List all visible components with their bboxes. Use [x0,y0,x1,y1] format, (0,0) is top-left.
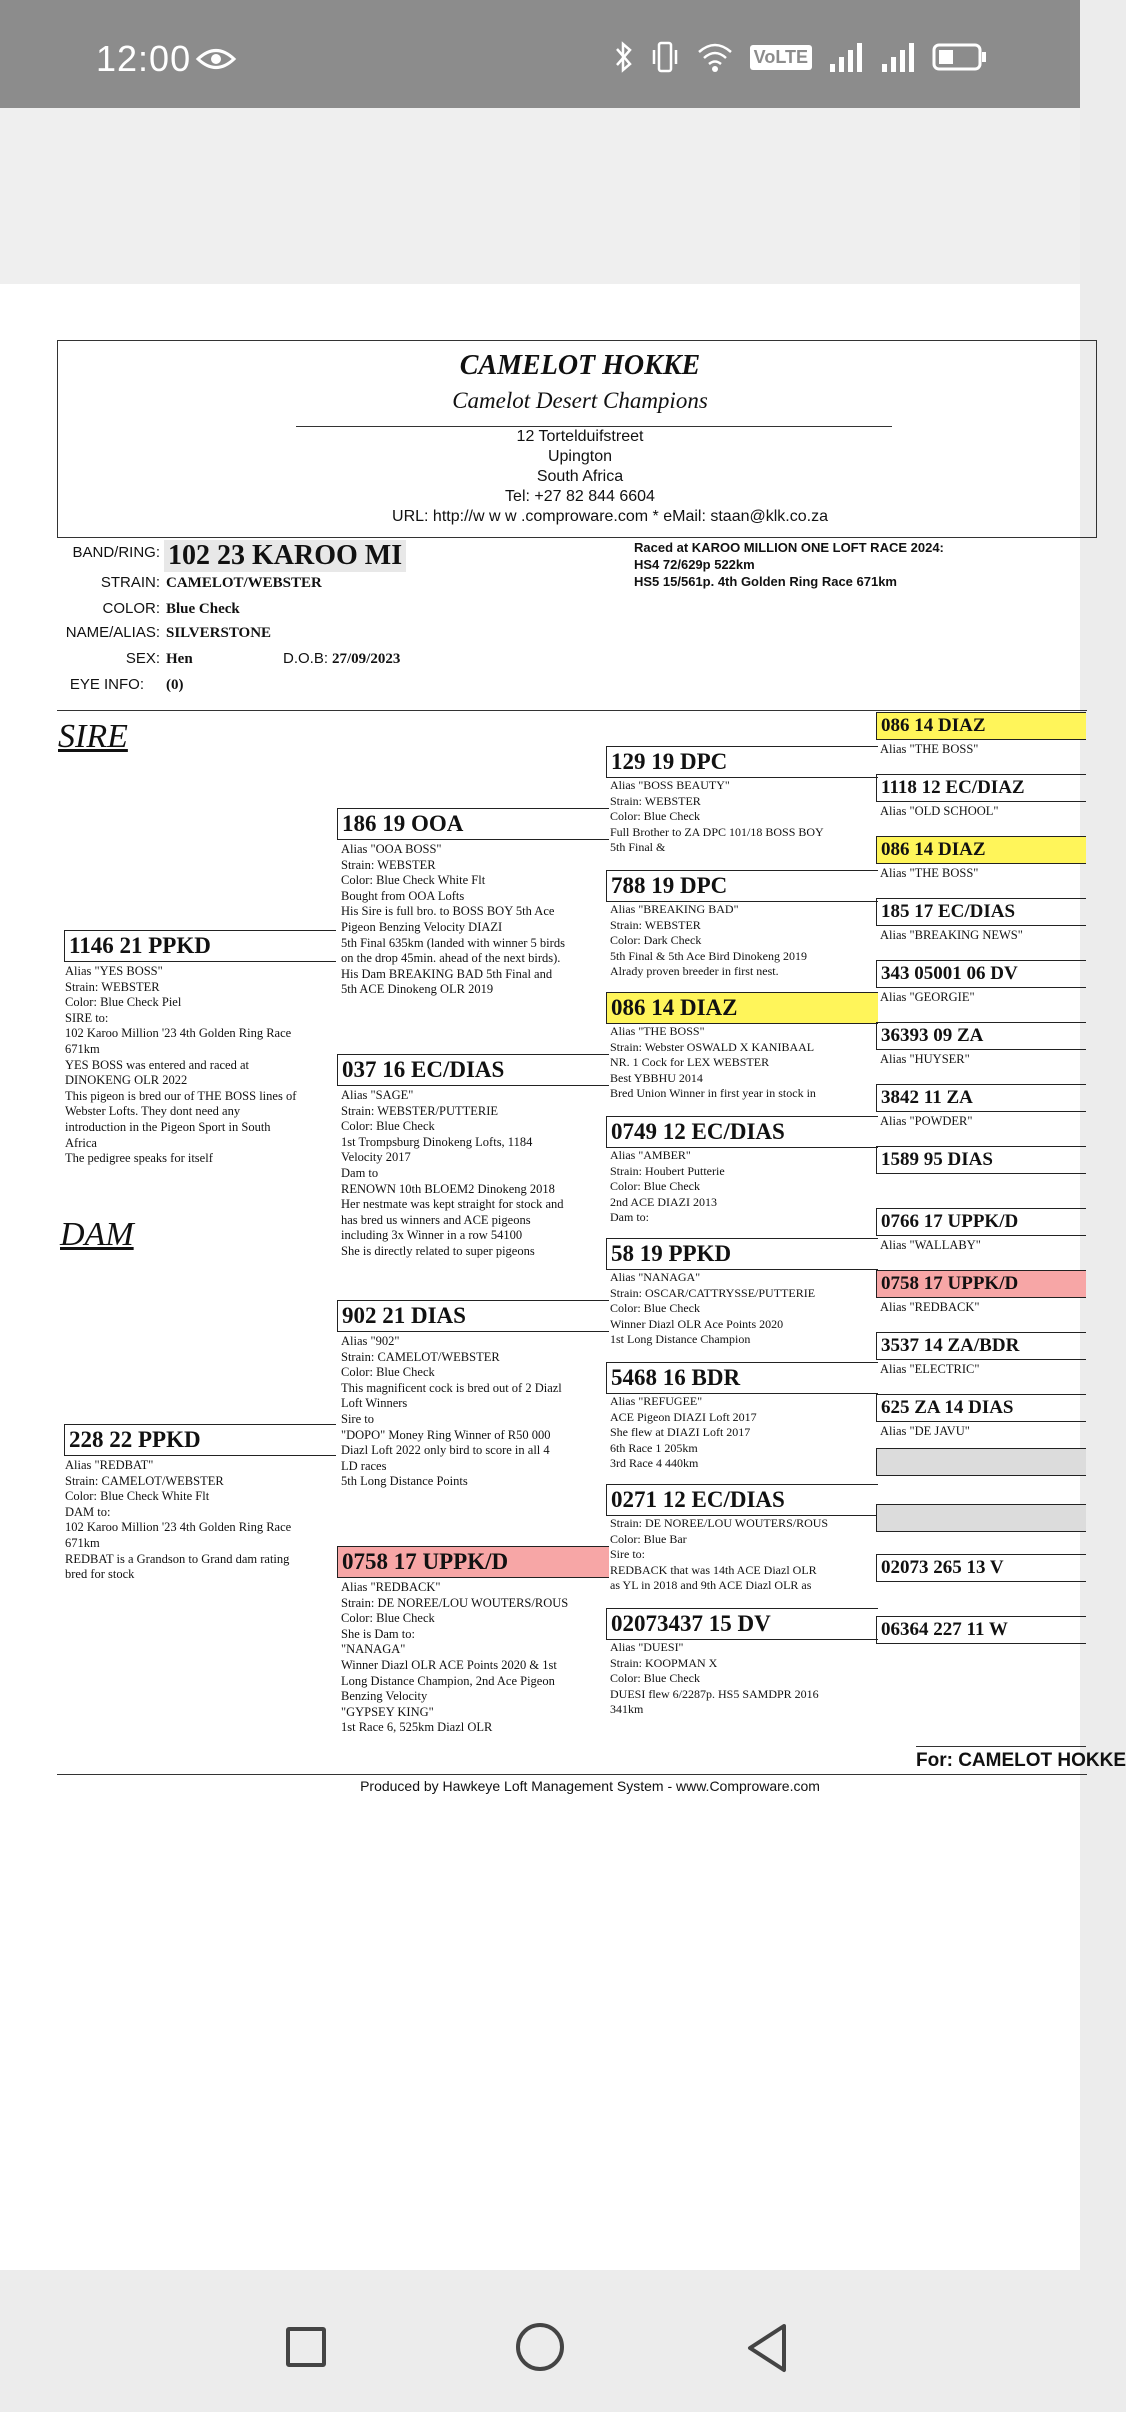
volte-badge: VoLTE [750,45,812,70]
gen4-box[interactable] [876,898,1086,926]
gen4-box[interactable] [876,1394,1086,1422]
gen4-box[interactable] [876,1616,1086,1644]
gen4-ring: 02073 265 13 V [881,1557,1004,1578]
eye-value: (0) [166,677,184,693]
gen2-box[interactable] [337,1300,609,1332]
gen3-notes: Strain: DE NOREE/LOU WOUTERS/ROUS Color: Blue Bar Sire to: REDBACK that was 14th ACE Diazl OLR as YL in 2018 and 9th ACE Diazl OLR as [610,1516,829,1593]
sex-value: Hen [166,651,193,667]
gen4-alias: Alias "THE BOSS" [880,866,979,880]
gen3-ring: 0271 12 EC/DIAS [611,1487,785,1512]
gen4-ring: 086 14 DIAZ [881,715,986,736]
loft-title: CAMELOT HOKKE [459,350,701,381]
pedigree-document[interactable] [0,284,1126,2270]
gen3-ring: 129 19 DPC [611,749,728,774]
gen2-notes: Alias "SAGE" Strain: WEBSTER/PUTTERIE Color: Blue Check 1st Trompsburg Dinokeng Lofts, 1184 Velocity 2017 Dam to RENOWN 10th BLOEM2 Dinokeng 2018 Her nestmate was kept straight for stock and has bred us winners and ACE pigeons including 3x Winner in a row 54100 She is directly related to super pigeons [341,1088,564,1258]
signal-icon-2 [880,40,916,74]
gen4-ring: 1589 95 DIAS [881,1149,993,1170]
gen4-ring: 3537 14 ZA/BDR [881,1335,1020,1356]
gen3-box[interactable] [606,1608,878,1640]
gen3-notes: Alias "NANAGA" Strain: OSCAR/CATTRYSSE/PUTTERIE Color: Blue Check Winner Diazl OLR Ace Points 2020 1st Long Distance Champion [610,1270,816,1347]
signal-icon [828,40,864,74]
gen4-ring: 36393 09 ZA [881,1025,984,1046]
dam-heading: DAM [60,1216,134,1253]
dob-value: 27/09/2023 [332,651,401,667]
gen4-alias: Alias "HUYSER" [880,1052,970,1066]
address-tel: Tel: +27 82 844 6604 [505,488,655,505]
gen3-notes: Alias "AMBER" Strain: Houbert Putterie Color: Blue Check 2nd ACE DIAZI 2013 Dam to: [610,1148,725,1225]
gen4-alias: Alias "REDBACK" [880,1300,980,1314]
gen2-ring: 037 16 EC/DIAS [342,1057,505,1082]
dam-ring: 228 22 PPKD [69,1427,201,1452]
address-street: 12 Tortelduifstreet [516,428,644,445]
gen3-ring: 58 19 PPKD [611,1241,732,1266]
gen3-ring: 5468 16 BDR [611,1365,741,1390]
gen4-box[interactable] [876,1208,1086,1236]
gen2-box[interactable] [337,1054,609,1086]
gen4-ring: 343 05001 06 DV [881,963,1018,984]
gen2-ring: 902 21 DIAS [342,1303,466,1328]
dam-ring-box[interactable] [64,1424,336,1456]
gen3-box[interactable] [606,1362,878,1394]
wifi-icon [696,40,734,74]
home-button[interactable] [516,2323,564,2371]
gen2-ring: 186 19 OOA [342,811,464,836]
gen3-box[interactable] [606,870,878,902]
gen4-box[interactable] [876,1084,1086,1112]
gen3-ring: 02073437 15 DV [611,1611,771,1636]
owner-line: For: CAMELOT HOKKE [916,1750,1126,1771]
gen3-notes: Alias "DUESI" Strain: KOOPMAN X Color: Blue Check DUESI flew 6/2287p. HS5 SAMDPR 2016 341km [610,1640,819,1717]
battery-icon [932,40,988,74]
gen4-alias: Alias "DE JAVU" [880,1424,970,1438]
sire-ring-box[interactable] [64,930,336,962]
gen4-ring: 3842 11 ZA [881,1087,973,1108]
viewer-margin [0,108,1080,284]
sire-heading: SIRE [58,718,128,755]
loft-subtitle: Camelot Desert Champions [452,388,708,413]
header-rule [296,426,892,427]
gen2-notes: Alias "REDBACK" Strain: DE NOREE/LOU WOUTERS/ROUS Color: Blue Check She is Dam to: "NANAGA" Winner Diazl OLR ACE Points 2020 & 1st Long Distance Champion, 2nd Ace Pigeon Benzing Velocity "GYPSEY KING" 1st Race 6, 525km Diazl OLR [341,1580,569,1735]
name-label: NAME/ALIAS: [65,624,160,641]
gen4-box-empty[interactable] [876,1504,1086,1532]
gen4-ring: 1118 12 EC/DIAZ [881,777,1025,798]
strain-value: CAMELOT/WEBSTER [166,575,322,591]
gen4-ring: 0766 17 UPPK/D [881,1211,1019,1232]
band-value: 102 23 KAROO MI [164,540,406,572]
gen3-ring: 0749 12 EC/DIAS [611,1119,785,1144]
color-label: COLOR: [102,600,160,617]
gen4-box[interactable] [876,1554,1086,1582]
gen4-box[interactable] [876,774,1086,802]
strain-label: STRAIN: [100,574,160,591]
gen4-alias: Alias "ELECTRIC" [880,1362,980,1376]
sire-ring: 1146 21 PPKD [69,933,211,958]
gen2-box-highlighted[interactable] [337,1546,609,1578]
gen4-ring: 06364 227 11 W [881,1619,1008,1640]
gen4-box[interactable] [876,1332,1086,1360]
status-icons [614,40,988,74]
for-rule [916,1746,1086,1747]
gen4-alias: Alias "GEORGIE" [880,990,975,1004]
gen2-notes: Alias "OOA BOSS" Strain: WEBSTER Color: Blue Check White Flt Bought from OOA Lofts His Sire is full bro. to BOSS BOY 5th Ace Pigeon Benzing Velocity DIAZI 5th Final 635km (landed with winner 5 birds on the drop 45min. ahead of the next birds). His Dam BREAKING BAD 5th Final and 5th ACE Dinokeng OLR 2019 [341,842,565,997]
gen3-notes: Alias "REFUGEE" ACE Pigeon DIAZI Loft 2017 She flew at DIAZI Loft 2017 6th Race 1 205km 3rd Race 4 440km [610,1394,757,1471]
name-value: SILVERSTONE [166,625,272,641]
gen3-box[interactable] [606,746,878,778]
vibrate-icon [650,40,680,74]
race-result-2: HS5 15/561p. 4th Golden Ring Race 671km [634,574,897,589]
back-button[interactable] [744,2322,790,2374]
gen4-alias: Alias "THE BOSS" [880,742,979,756]
gen4-alias: Alias "OLD SCHOOL" [880,804,999,818]
gen3-ring: 086 14 DIAZ [611,995,738,1020]
dam-notes: Alias "REDBAT" Strain: CAMELOT/WEBSTER Color: Blue Check White Flt DAM to: 102 Karoo Million '23 4th Golden Ring Race 671km REDBAT is a Grandson to Grand dam rating bred for stock [65,1458,292,1582]
gen3-box[interactable] [606,1484,878,1516]
gen4-alias: Alias "POWDER" [880,1114,973,1128]
gen4-ring: 086 14 DIAZ [881,839,986,860]
produced-by: Produced by Hawkeye Loft Management System - www.Comproware.com [360,1778,820,1794]
gen4-box-highlighted[interactable] [876,836,1086,864]
gen3-box[interactable] [606,1238,878,1270]
gen4-box-empty[interactable] [876,1448,1086,1476]
gen2-box[interactable] [337,808,609,840]
gen4-alias [880,1176,1084,1194]
footer-divider [57,1774,1087,1775]
gen4-alias: Alias "WALLABY" [880,1238,981,1252]
eye-icon [196,46,236,77]
address-town: Upington [547,448,613,465]
gen2-notes: Alias "902" Strain: CAMELOT/WEBSTER Color: Blue Check This magnificent cock is bred out of 2 Diazl Loft Winners Sire to "DOPO" Money Ring Winner of R50 000 Diazl Loft 2022 only bird to score in all 4 LD races 5th Long Distance Points [341,1334,562,1489]
gen3-ring: 788 19 DPC [611,873,728,898]
gen2-ring: 0758 17 UPPK/D [342,1549,509,1574]
gen4-box-highlighted[interactable] [876,1270,1086,1298]
gen3-box-highlighted[interactable] [606,992,878,1024]
gen4-box[interactable] [876,1022,1086,1050]
gen3-box[interactable] [606,1116,878,1148]
gen4-alias: Alias "BREAKING NEWS" [880,928,1023,942]
sire-notes: Alias "YES BOSS" Strain: WEBSTER Color: Blue Check Piel SIRE to: 102 Karoo Million '23 4th Golden Ring Race 671km YES BOSS was entered and raced at DINOKENG OLR 2022 This pigeon is bred our of THE BOSS lines of Webster Lofts. They dont need any introduction in the Pigeon Sport in South Africa The pedigree speaks for itself [65,964,297,1166]
sex-label: SEX: [125,650,160,667]
gen4-box[interactable] [876,960,1086,988]
gen4-ring: 185 17 EC/DIAS [881,901,1016,922]
gen3-notes: Alias "BREAKING BAD" Strain: WEBSTER Color: Dark Check 5th Final & 5th Ace Bird Dinokeng 2019 Alrady proven breeder in first nest. [610,902,807,979]
gen4-ring: 625 ZA 14 DIAS [881,1397,1014,1418]
gen4-box-highlighted[interactable] [876,712,1086,740]
clock: 12:00 [96,38,192,79]
address-url: URL: http://w w w .comproware.com * eMail: staan@klk.co.za [392,508,828,525]
gen4-ring: 0758 17 UPPK/D [881,1273,1019,1294]
race-result-1: HS4 72/629p 522km [634,557,755,572]
eye-label: EYE INFO: [69,676,144,693]
address-country: South Africa [536,468,624,485]
gen3-notes: Alias "BOSS BEAUTY" Strain: WEBSTER Color: Blue Check Full Brother to ZA DPC 101/18 BOSS BOY 5th Final & [610,778,824,855]
section-divider [57,710,1087,711]
recent-apps-button[interactable] [286,2327,326,2367]
color-value: Blue Check [166,601,240,617]
race-heading: Raced at KAROO MILLION ONE LOFT RACE 2024: [634,540,944,555]
band-label: BAND/RING: [72,544,160,561]
status-bar [0,0,1080,108]
gen3-notes: Alias "THE BOSS" Strain: Webster OSWALD X KANIBAAL NR. 1 Cock for LEX WEBSTER Best YBBHU 2014 Bred Union Winner in first year in stock in [610,1024,816,1101]
gen4-box[interactable] [876,1146,1086,1174]
bluetooth-icon [614,40,634,74]
dob-label: D.O.B: [282,650,328,667]
